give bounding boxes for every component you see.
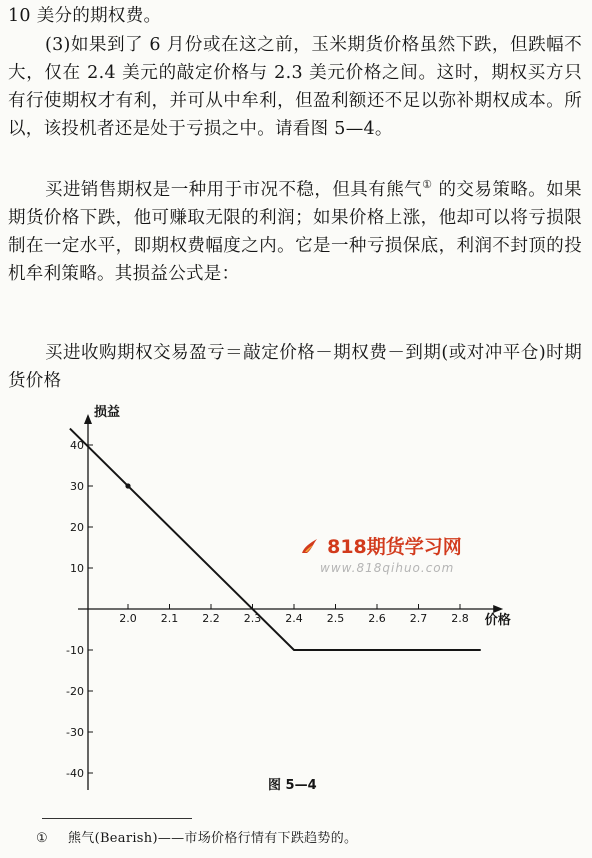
- y-tick-label: -30: [66, 726, 84, 739]
- y-tick-label: 10: [70, 562, 84, 575]
- x-tick-label: 2.5: [326, 612, 345, 625]
- y-tick-label: -40: [66, 767, 84, 780]
- paragraph-put-strategy-text-cont: 的交易策略。如果期货价格下跌，他可赚取无限的利润；如果价格上涨，他却可以将亏损限制在一定水平，即期权费幅度之内。它是一种亏损保底，利润不封顶的投机牟利策略。其损益公式是：: [8, 179, 582, 284]
- x-tick-label: 2.1: [160, 612, 179, 625]
- footnote-mark: ①: [36, 831, 48, 846]
- payoff-chart: [0, 390, 592, 790]
- paragraph-formula: 买进收购期权交易盈亏＝敲定价格－期权费－到期(或对冲平仓)时期货价格: [8, 343, 582, 391]
- x-axis-arrow: [493, 605, 503, 613]
- x-tick-label: 2.7: [409, 612, 428, 625]
- x-tick-label: 2.2: [202, 612, 220, 625]
- flame-logo-icon: [300, 537, 318, 555]
- y-axis-arrow: [84, 414, 92, 424]
- x-tick-label: 2.6: [368, 612, 386, 625]
- y-tick-label: 30: [70, 480, 84, 493]
- chart-axes: [78, 414, 503, 790]
- paragraph-case-3: (3)如果到了 6 月份或在这之前，玉米期货价格虽然下跌，但跌幅不大，仅在 2.4 美元的敲定价格与 2.3 美元价格之间。这时，期权买方只有行使期权才有利，并可从中牟利，但盈利额还不足以弥补期权成本。所以，该投机者还是处于亏损之中。请看图 5—4。: [8, 35, 582, 139]
- paragraph-put-strategy: [8, 171, 582, 288]
- watermark-title: 818期货学习网: [327, 536, 462, 558]
- x-tick-label: 2.0: [119, 612, 137, 625]
- x-tick-label: 2.3: [243, 612, 262, 625]
- paragraph-put-strategy-text: 买进销售期权是一种用于市况不稳，但具有熊气: [45, 179, 423, 200]
- y-axis-title: 损益: [94, 405, 121, 420]
- footnote: [36, 830, 357, 848]
- x-tick-label: 2.4: [285, 612, 303, 625]
- y-tick-label: -20: [66, 685, 84, 698]
- site-watermark: [300, 532, 462, 575]
- figure-caption: 图 5—4: [268, 778, 317, 793]
- x-tick-label: 2.8: [451, 612, 469, 625]
- y-tick-label: 40: [70, 439, 84, 452]
- footnote-text: 熊气(Bearish)——市场价格行情有下跌趋势的。: [67, 831, 358, 846]
- footnote-reference: ①: [422, 178, 433, 191]
- data-point: [125, 483, 130, 488]
- watermark-url: www.818qihuo.com: [320, 561, 455, 575]
- paragraph-intro: 10 美分的期权费。: [8, 6, 162, 26]
- x-axis-title: 价格: [484, 613, 511, 628]
- footnote-divider: [42, 818, 192, 819]
- x-axis-ticks: [119, 604, 469, 625]
- y-tick-label: 20: [70, 521, 84, 534]
- y-tick-label: -10: [66, 644, 84, 657]
